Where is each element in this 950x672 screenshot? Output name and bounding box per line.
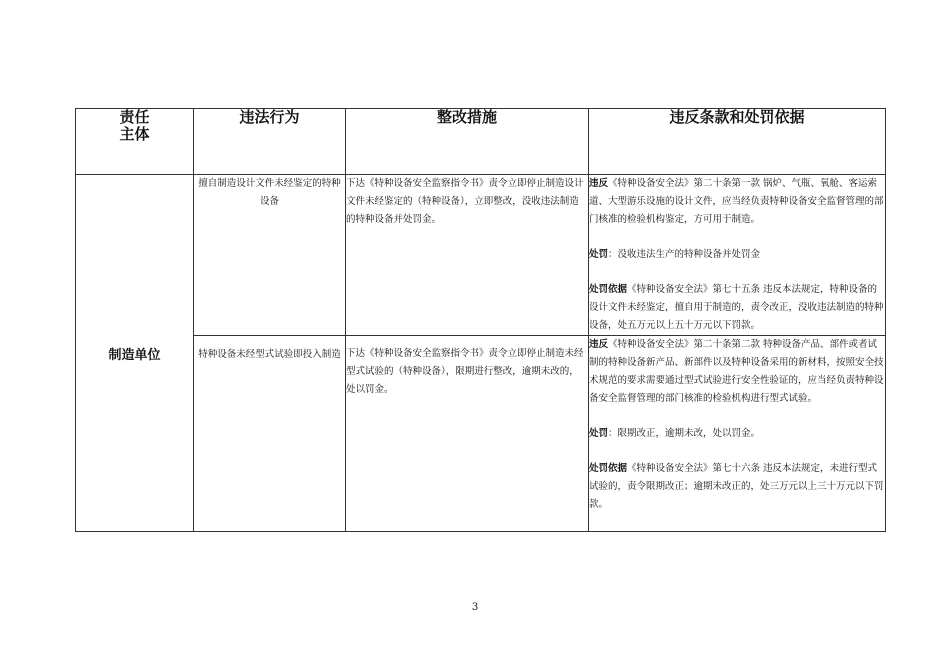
measure-cell: 下达《特种设备安全监察指令书》责令立即停止制造设计文件未经鉴定的（特种设备），立即整改，没收违法制造的特种设备并处罚金。 bbox=[346, 175, 589, 336]
behavior-cell: 擅自制造设计文件未经鉴定的特种设备 bbox=[194, 175, 346, 336]
penalty-text: ：没收违法生产的特种设备并处罚金 bbox=[608, 249, 761, 260]
penalty-label: 处罚 bbox=[589, 249, 609, 260]
penalty-paragraph bbox=[589, 425, 885, 443]
header-measure: 整改措施 bbox=[346, 109, 589, 175]
table-row bbox=[76, 175, 886, 336]
basis-label: 处罚依据 bbox=[589, 463, 628, 474]
violation-label: 违反 bbox=[589, 178, 609, 189]
violation-label: 违反 bbox=[589, 339, 609, 350]
header-row bbox=[76, 109, 886, 175]
page-number: 3 bbox=[471, 602, 479, 613]
header-subject-line2: 主体 bbox=[119, 125, 150, 143]
header-subject bbox=[76, 109, 194, 175]
basis-label: 处罚依据 bbox=[589, 284, 628, 295]
table-row bbox=[76, 336, 886, 532]
basis-paragraph bbox=[589, 460, 885, 514]
violation-text: 《特种设备安全法》第二十条第二款 特种设备产品、部件或者试制的特种设备新产品、新部件以及特种设备采用的新材料，按照安全技术规范的要求需要通过型式试验进行安全性验证的，应当经负责特种设备安全监督管理的部门核准的检验机构进行型式试验。 bbox=[589, 339, 884, 404]
penalty-paragraph bbox=[589, 246, 885, 264]
violation-paragraph bbox=[589, 175, 885, 229]
measure-cell: 下达《特种设备安全监察指令书》责令立即停止制造未经型式试验的（特种设备），限期进行整改，逾期未改的，处以罚金。 bbox=[346, 336, 589, 532]
violation-paragraph bbox=[589, 336, 885, 408]
basis-text: 《特种设备安全法》第七十五条 违反本法规定，特种设备的设计文件未经鉴定，擅自用于制造的，责令改正，没收违法制造的特种设备，处五万元以上五十万元以下罚款。 bbox=[589, 284, 884, 331]
entity-cell: 制造单位 bbox=[76, 175, 194, 532]
penalty-text: ：限期改正，逾期未改，处以罚金。 bbox=[608, 428, 761, 439]
basis-cell bbox=[589, 336, 886, 532]
basis-paragraph bbox=[589, 281, 885, 335]
header-subject-line1: 责任 bbox=[119, 108, 150, 126]
header-behavior: 违法行为 bbox=[194, 109, 346, 175]
basis-cell bbox=[589, 175, 886, 336]
header-basis: 违反条款和处罚依据 bbox=[589, 109, 886, 175]
penalty-label: 处罚 bbox=[589, 428, 609, 439]
basis-text: 《特种设备安全法》第七十六条 违反本法规定，未进行型式试验的，责令限期改正；逾期未改正的，处三万元以上三十万元以下罚款。 bbox=[589, 463, 884, 510]
violation-text: 《特种设备安全法》第二十条第一款 锅炉、气瓶、氧舱、客运索道、大型游乐设施的设计文件，应当经负责特种设备安全监督管理的部门核准的检验机构鉴定，方可用于制造。 bbox=[589, 178, 884, 225]
behavior-cell: 特种设备未经型式试验即投入制造 bbox=[194, 336, 346, 532]
violation-table bbox=[75, 108, 886, 532]
